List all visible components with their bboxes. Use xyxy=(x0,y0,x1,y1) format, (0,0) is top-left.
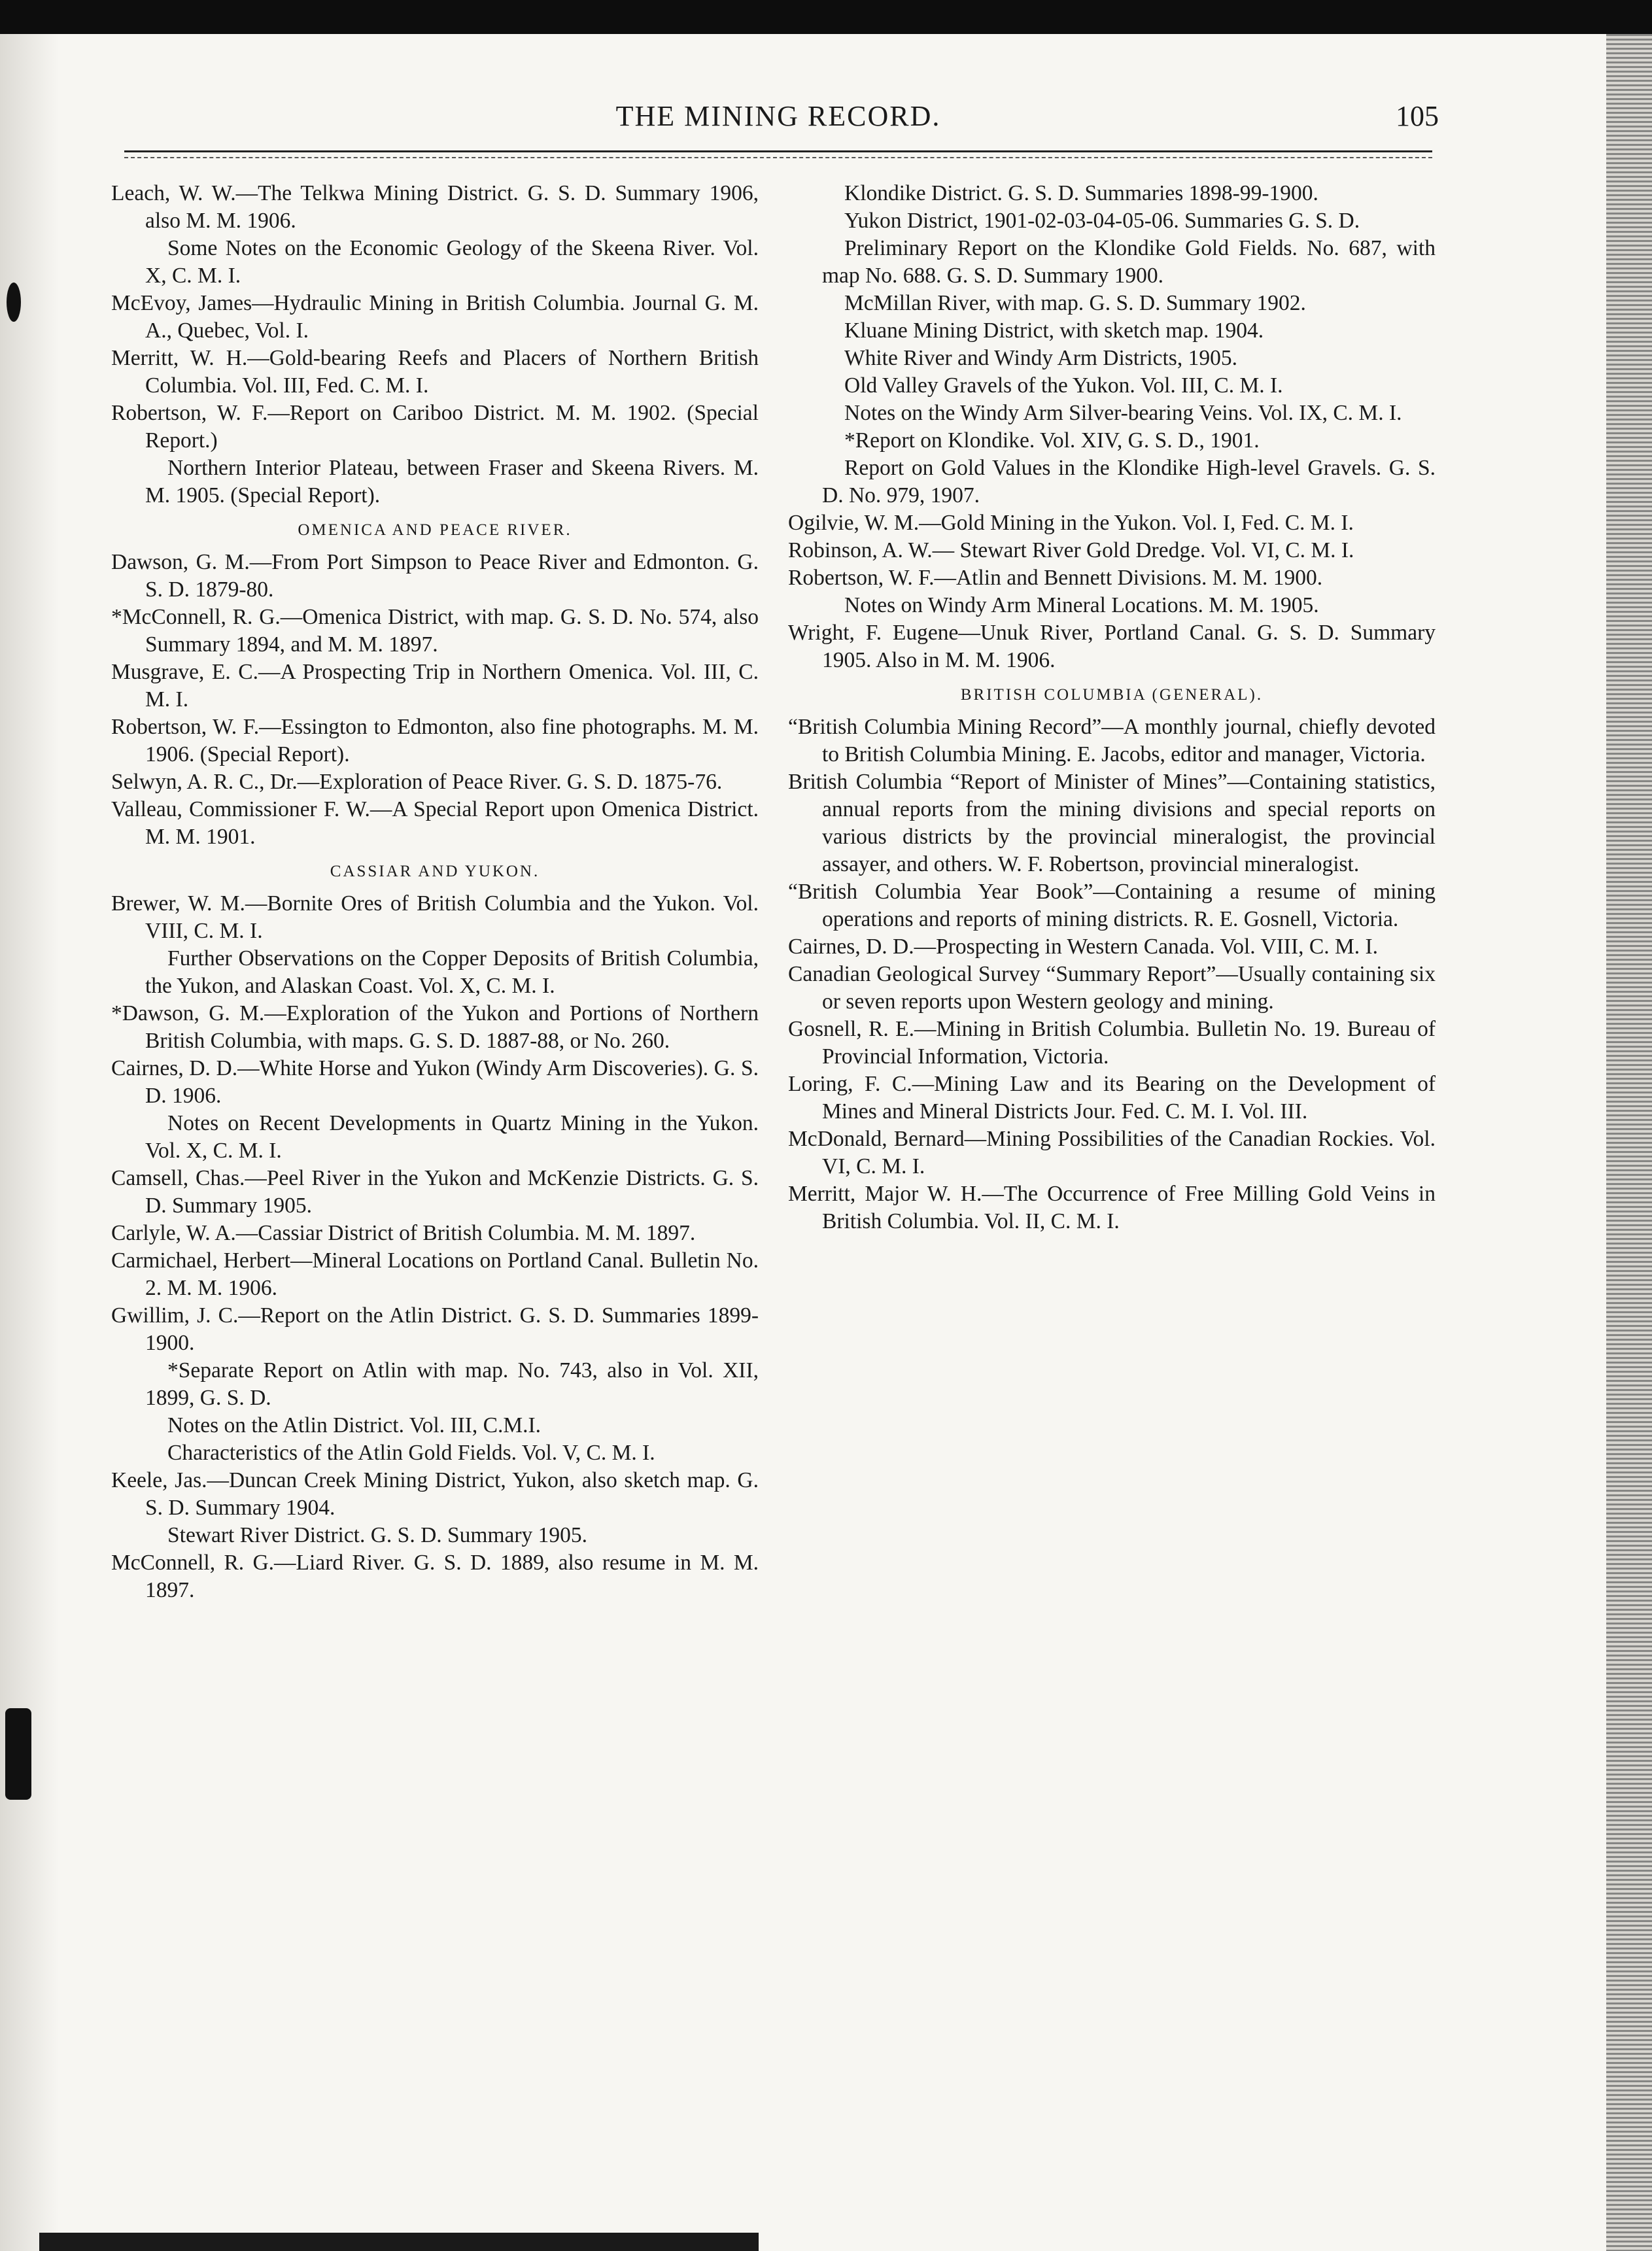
section-heading-omenica: OMENICA AND PEACE RIVER. xyxy=(298,521,572,539)
bibliography-entry: Canadian Geological Survey “Summary Report”—Usually containing six or seven reports upon Western geology and mining. xyxy=(788,962,1436,1014)
bibliography-entry: White River and Windy Arm Districts, 1905. xyxy=(844,346,1237,370)
right-column xyxy=(788,180,1436,1235)
bibliography-entry: *McConnell, R. G.—Omenica District, with map. G. S. D. No. 574, also Summary 1894, and M. M. 1897. xyxy=(111,605,759,657)
bibliography-entry: Robertson, W. F.—Essington to Edmonton, also fine photographs. M. M. 1906. (Special Report). xyxy=(111,715,759,766)
bibliography-entry: Kluane Mining District, with sketch map. 1904. xyxy=(844,318,1264,343)
bibliography-entry: Some Notes on the Economic Geology of the Skeena River. Vol. X, C. M. I. xyxy=(145,236,759,288)
page-number: 105 xyxy=(1396,100,1439,132)
section-heading-cassiar: CASSIAR AND YUKON. xyxy=(330,863,540,880)
bibliography-entry: Old Valley Gravels of the Yukon. Vol. III, C. M. I. xyxy=(844,373,1283,398)
bibliography-entry: Stewart River District. G. S. D. Summary 1905. xyxy=(167,1523,588,1547)
bibliography-entry: McDonald, Bernard—Mining Possibilities of the Canadian Rockies. Vol. VI, C. M. I. xyxy=(788,1127,1436,1178)
bibliography-entry: Robinson, A. W.— Stewart River Gold Dredge. Vol. VI, C. M. I. xyxy=(788,538,1354,562)
bibliography-entry: Robertson, W. F.—Report on Cariboo District. M. M. 1902. (Special Report.) xyxy=(111,401,759,453)
bibliography-entry: Further Observations on the Copper Deposits of British Columbia, the Yukon, and Alaskan Coast. Vol. X, C. M. I. xyxy=(145,946,759,998)
bibliography-entry: Brewer, W. M.—Bornite Ores of British Columbia and the Yukon. Vol. VIII, C. M. I. xyxy=(111,891,759,943)
bibliography-entry: *Report on Klondike. Vol. XIV, G. S. D., 1901. xyxy=(844,428,1260,453)
bibliography-entry: Report on Gold Values in the Klondike High-level Gravels. G. S. D. No. 979, 1907. xyxy=(822,456,1436,507)
page-title: THE MINING RECORD. xyxy=(615,100,941,132)
bibliography-entry: Carlyle, W. A.—Cassiar District of British Columbia. M. M. 1897. xyxy=(111,1221,696,1245)
bibliography-entry: Cairnes, D. D.—White Horse and Yukon (Windy Arm Discoveries). G. S. D. 1906. xyxy=(111,1056,759,1108)
bibliography-entry: Klondike District. G. S. D. Summaries 1898-99-1900. xyxy=(844,181,1318,205)
right-block-2 xyxy=(788,713,1436,1235)
bibliography-entry: Preliminary Report on the Klondike Gold Fields. No. 687, with map No. 688. G. S. D. Summary 1900. xyxy=(822,236,1436,288)
bibliography-entry: Carmichael, Herbert—Mineral Locations on Portland Canal. Bulletin No. 2. M. M. 1906. xyxy=(111,1248,759,1300)
bibliography-entry: McEvoy, James—Hydraulic Mining in British Columbia. Journal G. M. A., Quebec, Vol. I. xyxy=(111,291,759,343)
left-block-2 xyxy=(111,549,759,851)
bibliography-entry: Selwyn, A. R. C., Dr.—Exploration of Peace River. G. S. D. 1875-76. xyxy=(111,770,723,794)
bibliography-entry: Keele, Jas.—Duncan Creek Mining District, Yukon, also sketch map. G. S. D. Summary 1904. xyxy=(111,1468,759,1520)
bibliography-entry: Cairnes, D. D.—Prospecting in Western Canada. Vol. VIII, C. M. I. xyxy=(788,935,1379,959)
left-block-1 xyxy=(111,180,759,509)
bibliography-entry: McMillan River, with map. G. S. D. Summary 1902. xyxy=(844,291,1306,315)
bibliography-entry: Northern Interior Plateau, between Fraser and Skeena Rivers. M. M. 1905. (Special Report). xyxy=(145,456,759,507)
bibliography-entry: Notes on the Windy Arm Silver-bearing Veins. Vol. IX, C. M. I. xyxy=(844,401,1402,425)
scan-right-edge xyxy=(1606,34,1652,2251)
bibliography-entry: Camsell, Chas.—Peel River in the Yukon and McKenzie Districts. G. S. D. Summary 1905. xyxy=(111,1166,759,1218)
left-column xyxy=(111,180,759,1604)
scan-bottom-border xyxy=(39,2233,759,2251)
bibliography-entry: *Separate Report on Atlin with map. No. 743, also in Vol. XII, 1899, G. S. D. xyxy=(145,1358,759,1410)
section-heading-british-columbia: BRITISH COLUMBIA (GENERAL). xyxy=(960,686,1264,704)
bibliography-entry: Merritt, Major W. H.—The Occurrence of Free Milling Gold Veins in British Columbia. Vol. II, C. M. I. xyxy=(788,1182,1436,1233)
right-block-1 xyxy=(788,180,1436,674)
bibliography-entry: Ogilvie, W. M.—Gold Mining in the Yukon. Vol. I, Fed. C. M. I. xyxy=(788,511,1354,535)
scan-top-border xyxy=(0,0,1652,34)
bibliography-entry: Valleau, Commissioner F. W.—A Special Report upon Omenica District. M. M. 1901. xyxy=(111,797,759,849)
bibliography-entry: British Columbia “Report of Minister of Mines”—Containing statistics, annual reports from the mining divisions and special reports on various districts by the provincial mineralogist, the provincial assayer, and others. W. F. Robertson, provincial mineralogist. xyxy=(788,770,1436,876)
bibliography-entry: Characteristics of the Atlin Gold Fields. Vol. V, C. M. I. xyxy=(167,1441,655,1465)
bibliography-entry: Yukon District, 1901-02-03-04-05-06. Summaries G. S. D. xyxy=(844,209,1360,233)
bibliography-entry: Notes on the Atlin District. Vol. III, C.M.I. xyxy=(167,1413,542,1437)
page-header xyxy=(118,99,1439,145)
bibliography-entry: Loring, F. C.—Mining Law and its Bearing on the Development of Mines and Mineral Districts Jour. Fed. C. M. I. Vol. III. xyxy=(788,1072,1436,1124)
scan-left-edge xyxy=(0,34,59,2251)
left-block-3 xyxy=(111,890,759,1604)
scan-speck xyxy=(7,283,21,322)
header-rule-secondary xyxy=(124,157,1432,158)
bibliography-entry: Musgrave, E. C.—A Prospecting Trip in Northern Omenica. Vol. III, C. M. I. xyxy=(111,660,759,712)
bibliography-entry: McConnell, R. G.—Liard River. G. S. D. 1889, also resume in M. M. 1897. xyxy=(111,1551,759,1602)
bibliography-entry: Notes on Windy Arm Mineral Locations. M. M. 1905. xyxy=(844,593,1319,617)
bibliography-entry: Wright, F. Eugene—Unuk River, Portland Canal. G. S. D. Summary 1905. Also in M. M. 1906. xyxy=(788,621,1436,672)
header-rule xyxy=(124,150,1432,152)
bibliography-entry: Gwillim, J. C.—Report on the Atlin District. G. S. D. Summaries 1899-1900. xyxy=(111,1303,759,1355)
scan-speck xyxy=(5,1708,31,1800)
bibliography-entry: Robertson, W. F.—Atlin and Bennett Divisions. M. M. 1900. xyxy=(788,566,1323,590)
bibliography-entry: Dawson, G. M.—From Port Simpson to Peace River and Edmonton. G. S. D. 1879-80. xyxy=(111,550,759,602)
bibliography-entry: Leach, W. W.—The Telkwa Mining District. G. S. D. Summary 1906, also M. M. 1906. xyxy=(111,181,759,233)
bibliography-entry: “British Columbia Year Book”—Containing a resume of mining operations and reports of mining districts. R. E. Gosnell, Victoria. xyxy=(788,880,1436,931)
bibliography-entry: *Dawson, G. M.—Exploration of the Yukon and Portions of Northern British Columbia, with maps. G. S. D. 1887-88, or No. 260. xyxy=(111,1001,759,1053)
bibliography-entry: Merritt, W. H.—Gold-bearing Reefs and Placers of Northern British Columbia. Vol. III, Fed. C. M. I. xyxy=(111,346,759,398)
bibliography-entry: “British Columbia Mining Record”—A monthly journal, chiefly devoted to British Columbia Mining. E. Jacobs, editor and manager, Victoria. xyxy=(788,715,1436,766)
bibliography-entry: Gosnell, R. E.—Mining in British Columbia. Bulletin No. 19. Bureau of Provincial Information, Victoria. xyxy=(788,1017,1436,1069)
bibliography-entry: Notes on Recent Developments in Quartz Mining in the Yukon. Vol. X, C. M. I. xyxy=(145,1111,759,1163)
